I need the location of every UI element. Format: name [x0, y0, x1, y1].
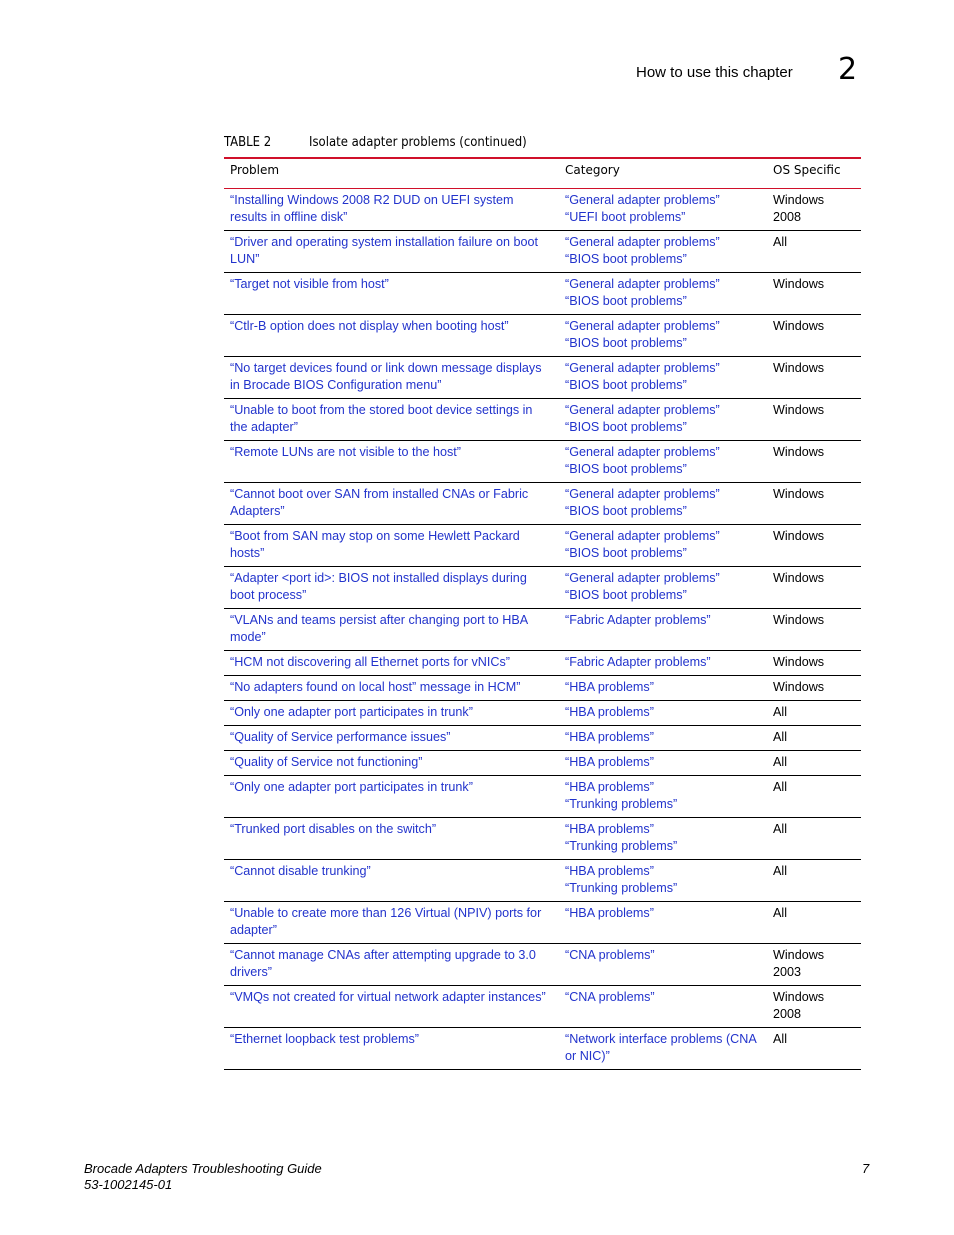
problem-link[interactable]: “VLANs and teams persist after changing port to HBA mode”	[224, 609, 559, 651]
table-row	[224, 818, 861, 860]
os-specific-cell: Windows	[767, 676, 861, 701]
category-link[interactable]: “HBA problems”	[565, 705, 654, 719]
os-specific-cell: All	[767, 902, 861, 944]
problem-link[interactable]: “Cannot disable trunking”	[224, 860, 559, 902]
table-row	[224, 860, 861, 902]
table-row	[224, 189, 861, 231]
table-row	[224, 944, 861, 986]
category-link[interactable]: “General adapter problems”	[565, 193, 720, 207]
os-specific-cell: All	[767, 726, 861, 751]
category-link[interactable]: “HBA problems”	[565, 755, 654, 769]
os-specific-cell: Windows	[767, 525, 861, 567]
problem-link[interactable]: “Cannot manage CNAs after attempting upgrade to 3.0 drivers”	[224, 944, 559, 986]
problem-link[interactable]: “Boot from SAN may stop on some Hewlett Packard hosts”	[224, 525, 559, 567]
problem-link[interactable]: “Adapter <port id>: BIOS not installed displays during boot process”	[224, 567, 559, 609]
problems-table	[224, 157, 861, 1070]
category-link[interactable]: “Fabric Adapter problems”	[565, 613, 711, 627]
problem-link[interactable]: “No target devices found or link down message displays in Brocade BIOS Configuration menu”	[224, 357, 559, 399]
category-link[interactable]: “Fabric Adapter problems”	[565, 655, 711, 669]
os-specific-cell: Windows	[767, 315, 861, 357]
category-link[interactable]: “BIOS boot problems”	[565, 420, 687, 434]
problem-link[interactable]: “Quality of Service not functioning”	[224, 751, 559, 776]
category-link[interactable]: “UEFI boot problems”	[565, 210, 686, 224]
category-link[interactable]: “HBA problems”	[565, 822, 654, 836]
category-cell	[559, 944, 767, 986]
table-label: TABLE 2	[224, 135, 272, 150]
os-specific-cell: All	[767, 776, 861, 818]
problem-link[interactable]: “Trunked port disables on the switch”	[224, 818, 559, 860]
problem-link[interactable]: “Ctlr-B option does not display when booting host”	[224, 315, 559, 357]
category-link[interactable]: “Trunking problems”	[565, 797, 678, 811]
category-link[interactable]: “BIOS boot problems”	[565, 252, 687, 266]
problem-link[interactable]: “Target not visible from host”	[224, 273, 559, 315]
table-row	[224, 651, 861, 676]
category-cell	[559, 726, 767, 751]
table-row	[224, 986, 861, 1028]
category-link[interactable]: “CNA problems”	[565, 990, 655, 1004]
category-cell	[559, 231, 767, 273]
category-cell	[559, 441, 767, 483]
table-row	[224, 726, 861, 751]
category-cell	[559, 189, 767, 231]
problem-link[interactable]: “Unable to create more than 126 Virtual (NPIV) ports for adapter”	[224, 902, 559, 944]
category-link[interactable]: “CNA problems”	[565, 948, 655, 962]
category-link[interactable]: “HBA problems”	[565, 906, 654, 920]
category-link[interactable]: “BIOS boot problems”	[565, 588, 687, 602]
os-specific-cell: All	[767, 1028, 861, 1070]
table-header-row	[224, 158, 861, 189]
category-link[interactable]: “BIOS boot problems”	[565, 504, 687, 518]
category-cell	[559, 676, 767, 701]
category-link[interactable]: “Network interface problems (CNA or NIC)”	[565, 1032, 757, 1063]
category-link[interactable]: “General adapter problems”	[565, 235, 720, 249]
problem-link[interactable]: “Only one adapter port participates in trunk”	[224, 701, 559, 726]
table-row	[224, 776, 861, 818]
category-cell	[559, 986, 767, 1028]
category-cell	[559, 902, 767, 944]
category-cell	[559, 357, 767, 399]
table-row	[224, 273, 861, 315]
category-cell	[559, 315, 767, 357]
chapter-number: 2	[838, 52, 858, 87]
os-specific-cell: All	[767, 701, 861, 726]
table-caption	[224, 135, 527, 150]
category-cell	[559, 525, 767, 567]
os-specific-cell: All	[767, 231, 861, 273]
category-cell	[559, 273, 767, 315]
os-specific-cell: Windows	[767, 399, 861, 441]
category-link[interactable]: “General adapter problems”	[565, 445, 720, 459]
category-link[interactable]: “BIOS boot problems”	[565, 294, 687, 308]
category-link[interactable]: “HBA problems”	[565, 780, 654, 794]
category-link[interactable]: “Trunking problems”	[565, 881, 678, 895]
category-link[interactable]: “General adapter problems”	[565, 403, 720, 417]
table-row	[224, 1028, 861, 1070]
table-row	[224, 231, 861, 273]
os-specific-cell: Windows	[767, 609, 861, 651]
category-cell	[559, 701, 767, 726]
problem-link[interactable]: “Ethernet loopback test problems”	[224, 1028, 559, 1070]
table-row	[224, 357, 861, 399]
category-cell	[559, 399, 767, 441]
problem-link[interactable]: “Cannot boot over SAN from installed CNAs or Fabric Adapters”	[224, 483, 559, 525]
os-specific-cell: Windows 2003	[767, 944, 861, 986]
os-specific-cell: Windows 2008	[767, 986, 861, 1028]
problem-link[interactable]: “Installing Windows 2008 R2 DUD on UEFI system results in offline disk”	[224, 189, 559, 231]
category-link[interactable]: “HBA problems”	[565, 864, 654, 878]
category-cell	[559, 651, 767, 676]
os-specific-cell: Windows	[767, 273, 861, 315]
category-link[interactable]: “HBA problems”	[565, 680, 654, 694]
problem-link[interactable]: “No adapters found on local host” message in HCM”	[224, 676, 559, 701]
category-cell	[559, 776, 767, 818]
os-specific-cell: All	[767, 818, 861, 860]
footer-page-number: 7	[862, 1161, 870, 1176]
table-row	[224, 701, 861, 726]
os-specific-cell: All	[767, 751, 861, 776]
category-link[interactable]: “General adapter problems”	[565, 361, 720, 375]
category-link[interactable]: “General adapter problems”	[565, 571, 720, 585]
footer-guide-title: Brocade Adapters Troubleshooting Guide	[84, 1161, 322, 1176]
category-cell	[559, 483, 767, 525]
table-row	[224, 609, 861, 651]
problem-link[interactable]: “Driver and operating system installation failure on boot LUN”	[224, 231, 559, 273]
table-row	[224, 676, 861, 701]
os-specific-cell: Windows	[767, 651, 861, 676]
category-cell	[559, 818, 767, 860]
table-title: Isolate adapter problems (continued)	[309, 135, 527, 150]
category-link[interactable]: “General adapter problems”	[565, 487, 720, 501]
category-link[interactable]: “General adapter problems”	[565, 319, 720, 333]
footer-doc-number: 53-1002145-01	[84, 1177, 173, 1192]
problem-link[interactable]: “HCM not discovering all Ethernet ports for vNICs”	[224, 651, 559, 676]
category-cell	[559, 1028, 767, 1070]
os-specific-cell: All	[767, 860, 861, 902]
category-link[interactable]: “HBA problems”	[565, 730, 654, 744]
os-specific-cell: Windows	[767, 441, 861, 483]
running-header-title: How to use this chapter	[636, 64, 793, 81]
column-header-problem: Problem	[224, 158, 559, 189]
category-link[interactable]: “BIOS boot problems”	[565, 546, 687, 560]
category-link[interactable]: “General adapter problems”	[565, 529, 720, 543]
problem-link[interactable]: “Remote LUNs are not visible to the host”	[224, 441, 559, 483]
problem-link[interactable]: “VMQs not created for virtual network adapter instances”	[224, 986, 559, 1028]
category-cell	[559, 567, 767, 609]
category-cell	[559, 860, 767, 902]
problem-link[interactable]: “Quality of Service performance issues”	[224, 726, 559, 751]
table-row	[224, 567, 861, 609]
os-specific-cell: Windows	[767, 567, 861, 609]
table-row	[224, 441, 861, 483]
problem-link[interactable]: “Unable to boot from the stored boot device settings in the adapter”	[224, 399, 559, 441]
category-link[interactable]: “General adapter problems”	[565, 277, 720, 291]
column-header-category: Category	[559, 158, 767, 189]
category-link[interactable]: “BIOS boot problems”	[565, 462, 687, 476]
category-link[interactable]: “BIOS boot problems”	[565, 378, 687, 392]
table-row	[224, 902, 861, 944]
table-row	[224, 525, 861, 567]
category-link[interactable]: “BIOS boot problems”	[565, 336, 687, 350]
footer-guide-info	[84, 1161, 322, 1193]
category-cell	[559, 751, 767, 776]
column-header-os-specific: OS Specific	[767, 158, 861, 189]
os-specific-cell: Windows 2008	[767, 189, 861, 231]
table-row	[224, 399, 861, 441]
table-row	[224, 315, 861, 357]
table-row	[224, 751, 861, 776]
table-row	[224, 483, 861, 525]
category-link[interactable]: “Trunking problems”	[565, 839, 678, 853]
category-cell	[559, 609, 767, 651]
os-specific-cell: Windows	[767, 357, 861, 399]
os-specific-cell: Windows	[767, 483, 861, 525]
problem-link[interactable]: “Only one adapter port participates in trunk”	[224, 776, 559, 818]
